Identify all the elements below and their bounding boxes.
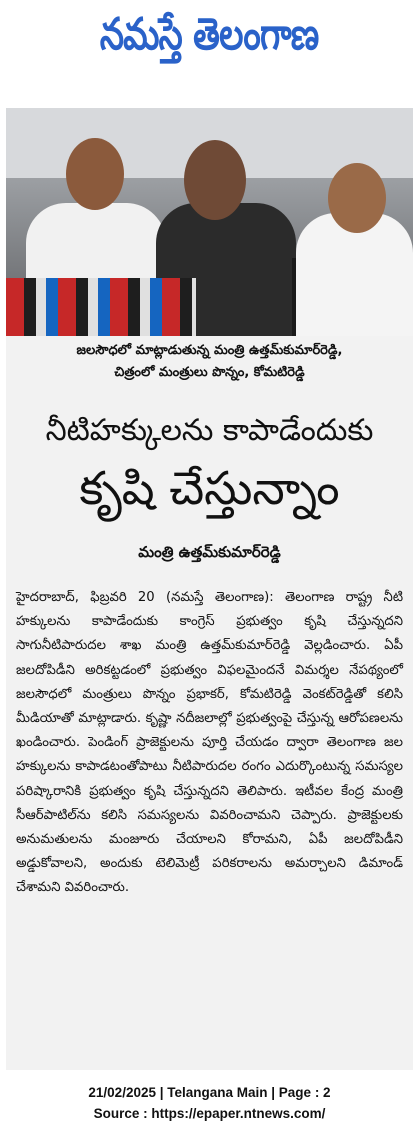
footer-date-page: 21/02/2025 | Telangana Main | Page : 2 xyxy=(88,1085,331,1100)
newspaper-title: నమస్తే తెలంగాణ xyxy=(100,9,319,60)
headline-line-2: కృషి చేస్తున్నాం xyxy=(79,461,340,515)
article-body: హైదరాబాద్, ఫిబ్రవరి 20 (నమస్తే తెలంగాణ): తెలంగాణ రాష్ట్ర నీటి హక్కులను కాపాడేందుకు కాంగ్రెస్ ప్రభుత్వం కృషి చేస్తున్నదని సాగునీటిపారుదల శాఖ మంత్రి ఉత్తమ్‌కుమార్‌రెడ్డి వెల్లడించారు. ఏపీ జలదోపిడీని అరికట్టడంలో ప్రభుత్వం విఫలమైందనే విమర్శల నేపథ్యంలో జలసౌధలో మంత్రులు పొన్నం ప్రభాకర్, కోమటిరెడ్డి వెంకట్‌రెడ్డితో కలిసి మీడియాతో మాట్లాడారు. కృష్ణా నదీజలాల్లో ప్రభుత్వంపై చేస్తున్న ఆరోపణలను ఖండించారు. పెండింగ్ ప్రాజెక్టులను పూర్తి చేయడం ద్వారా తెలంగాణ జల హక్కులను కాపాడటంతోపాటు నీటిపారుదల రంగం ఎదుర్కొంటున్న సమస్యల పరిష్కారానికి ప్రభుత్వం కృషి చేస్తున్నదని తెలిపారు. ఇటీవల కేంద్ర మంత్రి సీఆర్‌పాటిల్‌ను కలిసి సమస్యలను వివరించామని చెప్పారు. ప్రాజెక్టులకు అనుమతులను మంజూరు చేయాలని కోరామని, ఏపీ జలదోపిడీని అడ్డుకోవాలని, అందుకు టెలిమెట్రీ పరికరాలను అమర్చాలని డిమాండ్ చేశామని వివరించారు. xyxy=(16,590,403,896)
headline-line-1: నీటిహక్కులను కాపాడేందుకు xyxy=(45,413,374,448)
news-clipping xyxy=(6,108,413,1070)
media-microphones xyxy=(6,278,196,336)
caption-line-2: చిత్రంలో మంత్రులు పొన్నం, కోమటిరెడ్డి xyxy=(114,365,305,380)
microphone-stand xyxy=(292,258,296,336)
masthead xyxy=(0,0,419,80)
byline: మంత్రి ఉత్తమ్‌కుమార్‌రెడ్డి xyxy=(138,543,281,561)
photo-caption xyxy=(6,340,413,388)
caption-line-1: జలసౌధలో మాట్లాడుతున్న మంత్రి ఉత్తమ్‌కుమార్‌రెడ్డి, xyxy=(76,343,343,358)
footer-source-url: Source : https://epaper.ntnews.com/ xyxy=(93,1106,326,1121)
press-conference-photo xyxy=(6,108,413,336)
source-footer xyxy=(0,1082,419,1124)
